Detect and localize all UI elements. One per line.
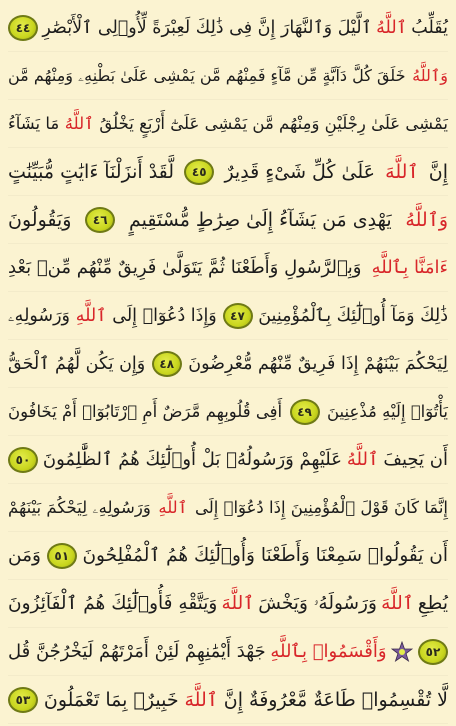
verse-text: وَيَتَّقْهِ فَأُو۟لَٰٓئِكَ هُمُ ٱلْفَآئِزُونَ <box>8 593 218 614</box>
verse-text: وَيَقُولُونَ <box>8 208 72 231</box>
divine-name-text: ٱللَّهَ <box>381 593 414 614</box>
verse-text: أَفِى قُلُوبِهِم مَّرَضٌ أَمِ ٱرْتَابُوٓا۟ أَمْ يَخَافُونَ <box>8 402 283 421</box>
verse-text: وَرَسُولِهِۦ <box>8 305 71 326</box>
text-line <box>8 388 448 436</box>
verse-text: أَن يَحِيفَ <box>383 449 448 470</box>
verse-text: وَإِن يَكُن لَّهُمُ ٱلْحَقُّ <box>8 353 146 374</box>
divine-name-text: ٱللَّهُ <box>376 17 407 38</box>
divine-name-text: وَأَقْسَمُوا۟ بِٱللَّهِ <box>270 641 387 662</box>
verse-number-marker: ٤٥ <box>184 159 214 185</box>
verse-text: لَّا تُقْسِمُوا۟ طَاعَةٌ مَّعْرُوفَةٌ إِنَّ <box>223 688 448 711</box>
verse-number-marker: ٤٨ <box>152 351 182 377</box>
text-line <box>8 244 448 292</box>
verse-text: إِنَّمَا كَانَ قَوْلَ ٱلْمُؤْمِنِينَ إِذَا دُعُوٓا۟ إِلَى <box>194 498 448 517</box>
text-line <box>8 52 448 100</box>
divine-name-text: ٱللَّهَ <box>184 688 218 711</box>
verse-number-marker: ٥٢ <box>418 639 448 665</box>
text-line <box>8 436 448 484</box>
verse-text: يَهْدِى مَن يَشَآءُ إِلَىٰ صِرَٰطٍ مُّسْتَقِيمٍ <box>129 208 392 231</box>
text-line <box>8 580 448 628</box>
verse-text: عَلَىٰ كُلِّ شَىْءٍ قَدِيرٌ <box>224 160 375 183</box>
verse-text: يَأْتُوٓا۟ إِلَيْهِ مُذْعِنِينَ <box>326 402 448 421</box>
verse-text: وَمَن <box>8 545 41 566</box>
divine-name-text: ٱللَّهَ <box>385 160 419 183</box>
verse-text: يُطِعِ <box>417 593 448 614</box>
text-line <box>8 148 448 196</box>
verse-number-marker: ٥١ <box>47 543 77 569</box>
verse-text: إِنَّ <box>428 160 448 183</box>
text-line <box>8 340 448 388</box>
verse-text: جَهْدَ أَيْمَٰنِهِمْ لَئِنْ أَمَرْتَهُمْ لَيَخْرُجُنَّ قُل <box>8 641 266 662</box>
verse-text: وَبِٱلرَّسُولِ وَأَطَعْنَا ثُمَّ يَتَوَلَّىٰ فَرِيقٌ مِّنْهُم مِّنۢ بَعْدِ <box>8 257 362 278</box>
verse-text: لِيَحْكُمَ بَيْنَهُمْ إِذَا فَرِيقٌ مِّنْهُم مُّعْرِضُونَ <box>188 353 448 374</box>
verse-text: خَلَقَ كُلَّ دَآبَّةٍ مِّن مَّآءٍ فَمِنْهُم مَّن يَمْشِى عَلَىٰ بَطْنِهِۦ وَمِنْهُم مَّن <box>8 65 406 85</box>
verse-number-marker: ٤٩ <box>290 399 320 425</box>
verse-number-marker: ٥٠ <box>8 447 38 473</box>
verse-text: خَبِيرٌۢ بِمَا تَعْمَلُونَ <box>43 688 179 711</box>
text-line <box>8 4 448 52</box>
divine-name-text: ٱللَّهِ <box>75 305 107 326</box>
verse-text: وَرَسُولَهُۥ وَيَخْشَ <box>258 593 377 614</box>
verse-number-marker: ٥٣ <box>8 687 38 713</box>
text-line <box>8 676 448 724</box>
verse-text: وَإِذَا دُعُوٓا۟ إِلَى <box>112 305 217 326</box>
verse-text: أَن يَقُولُوا۟ سَمِعْنَا وَأَطَعْنَا وَأُو۟لَٰٓئِكَ هُمُ ٱلْمُفْلِحُونَ <box>82 545 448 566</box>
text-line <box>8 484 448 532</box>
sajdah-icon <box>391 641 413 663</box>
verse-text: وَرَسُولِهِۦ لِيَحْكُمَ بَيْنَهُمْ <box>8 497 151 517</box>
divine-name-text: ءَامَنَّا بِٱللَّهِ <box>371 257 448 278</box>
verse-number-marker: ٤٦ <box>85 207 115 233</box>
divine-name-text: ٱللَّهُ <box>64 114 94 133</box>
text-line <box>8 196 448 244</box>
text-line <box>8 532 448 580</box>
verse-text: عَلَيْهِمْ وَرَسُولُهُۥ بَلْ أُو۟لَٰٓئِكَ هُمُ ٱلظَّٰلِمُونَ <box>42 449 342 470</box>
text-line <box>8 292 448 340</box>
verse-text: يُقَلِّبُ <box>411 17 448 38</box>
verse-text: لَّقَدْ أَنزَلْنَآ ءَايَٰتٍ مُّبَيِّنَٰتٍ <box>8 160 175 183</box>
divine-name-text: وَٱللَّهُ <box>405 208 448 231</box>
text-line <box>8 628 448 676</box>
verse-text: مَا يَشَآءُ <box>8 114 60 133</box>
divine-name-text: وَٱللَّهُ <box>412 66 448 85</box>
text-line <box>8 100 448 148</box>
divine-name-text: ٱللَّهَ <box>221 593 255 614</box>
verse-number-marker: ٤٤ <box>8 15 38 41</box>
divine-name-text: ٱللَّهُ <box>346 449 379 470</box>
verse-text: ذَٰلِكَ وَمَآ أُو۟لَٰٓئِكَ بِٱلْمُؤْمِنِينَ <box>258 305 448 326</box>
divine-name-text: ٱللَّهِ <box>158 498 188 517</box>
verse-text: يَمْشِى عَلَىٰ رِجْلَيْنِ وَمِنْهُم مَّن يَمْشِى عَلَىٰٓ أَرْبَعٍ يَخْلُقُ <box>99 114 448 133</box>
verse-number-marker: ٤٧ <box>223 303 253 329</box>
verse-text: ٱلَّيْلَ وَٱلنَّهَارَ إِنَّ فِى ذَٰلِكَ لَعِبْرَةً لِّأُو۟لِى ٱلْأَبْصَٰرِ <box>42 17 372 38</box>
